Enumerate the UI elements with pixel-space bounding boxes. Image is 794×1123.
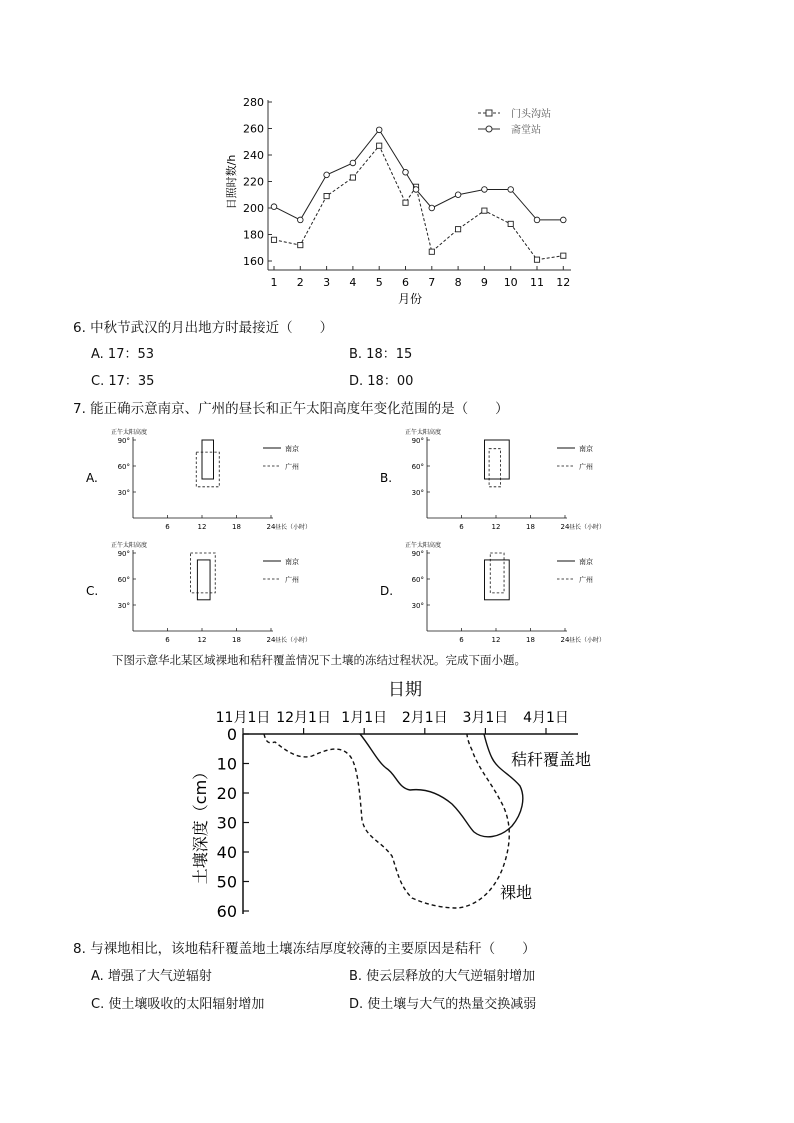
sunshine-ytick-label: 180	[243, 228, 264, 242]
sunshine-ytick-label: 220	[243, 175, 264, 189]
q7-option-letter[interactable]: A.	[86, 471, 98, 485]
q6-option-a[interactable]: A. 17：53	[91, 347, 155, 362]
sunshine-point-circle	[429, 205, 435, 211]
sunshine-ytick-label: 160	[243, 255, 264, 268]
q7-x-title: 昼长（小时）	[275, 637, 312, 644]
sunshine-point-square	[482, 208, 487, 213]
frost-title: 日期	[388, 680, 422, 700]
sunshine-point-square	[456, 227, 461, 232]
frost-xtick-label: 1月1日	[341, 710, 388, 726]
q7-legend-guangzhou: 广州	[285, 576, 299, 584]
frost-xtick-label: 2月1日	[401, 710, 448, 726]
q7-option-letter[interactable]: D.	[380, 584, 394, 598]
q7-option-charts	[0, 420, 794, 660]
q7-option-a-diagram[interactable]	[86, 428, 311, 531]
sunshine-series-line-2	[274, 130, 563, 220]
q7-ytick-label: 30°	[117, 602, 130, 610]
q7-option-c-diagram[interactable]	[86, 541, 311, 644]
q7-xtick-label: 6	[165, 523, 170, 531]
sunshine-point-square	[298, 243, 303, 248]
q7-ytick-label: 60°	[411, 463, 424, 471]
frost-chart	[0, 670, 794, 930]
sunshine-xtick-label: 6	[402, 276, 409, 289]
sunshine-point-circle	[508, 187, 514, 193]
sunshine-point-circle	[376, 127, 382, 133]
bare-soil-label: 裸地	[500, 883, 533, 902]
guangzhou-range-box	[489, 449, 501, 487]
q7-xtick-label: 6	[165, 636, 170, 644]
q7-option-b-diagram[interactable]	[380, 428, 605, 531]
sunshine-point-square	[429, 249, 434, 254]
sunshine-point-circle	[298, 217, 304, 223]
sunshine-xtick-label: 10	[503, 276, 518, 289]
q7-legend-guangzhou: 广州	[579, 576, 593, 584]
sunshine-ytick-label: 200	[243, 202, 264, 215]
q6-option-d[interactable]: D. 18：00	[349, 374, 414, 389]
sunshine-point-square	[350, 175, 355, 180]
q7-ytick-label: 90°	[411, 550, 424, 558]
sunshine-xtick-label: 7	[428, 276, 436, 289]
q7-ytick-label: 90°	[117, 550, 130, 558]
frost-xtick-label: 4月1日	[523, 710, 569, 726]
guangzhou-range-box	[490, 553, 504, 593]
q7-legend-guangzhou: 广州	[285, 463, 299, 471]
sunshine-xtick-label: 8	[454, 276, 462, 289]
q7-stem: 7. 能正确示意南京、广州的昼长和正午太阳高度年变化范围的是（ ）	[73, 401, 509, 417]
sunshine-point-square	[534, 257, 539, 262]
frost-ytick-label: 0	[226, 725, 237, 744]
q8-option-d[interactable]: D. 使土壤与大气的热量交换减弱	[349, 997, 537, 1012]
q7-y-title: 正午太阳高度	[111, 542, 148, 549]
sunshine-point-square	[324, 193, 329, 198]
q7-xtick-label: 24	[266, 523, 276, 531]
frost-ytick-label: 20	[216, 784, 237, 803]
q8-stem: 8. 与裸地相比，该地秸秆覆盖地土壤冻结厚度较薄的主要原因是秸秆（ ）	[73, 941, 536, 957]
q7-xtick-label: 24	[266, 636, 276, 644]
frost-ytick-label: 40	[216, 843, 237, 862]
q7-x-title: 昼长（小时）	[569, 637, 606, 644]
q7-xtick-label: 12	[197, 636, 207, 644]
sunshine-xtick-label: 4	[349, 276, 357, 289]
q7-xtick-label: 6	[459, 523, 464, 531]
sunshine-xtick-label: 5	[375, 276, 383, 289]
sunshine-point-circle	[350, 160, 356, 166]
sunshine-xtick-label: 11	[530, 276, 544, 289]
sunshine-point-square	[561, 253, 566, 258]
sunshine-chart	[0, 0, 794, 320]
q7-xtick-label: 18	[232, 636, 241, 644]
q7-option-letter[interactable]: C.	[86, 584, 99, 598]
sunshine-point-circle	[324, 172, 330, 178]
sunshine-point-circle	[561, 217, 567, 223]
q7-x-title: 昼长（小时）	[275, 524, 312, 531]
q7-y-title: 正午太阳高度	[111, 429, 148, 436]
q7-xtick-label: 18	[526, 636, 535, 644]
sunshine-point-square	[403, 200, 408, 205]
q6-option-c[interactable]: C. 17：35	[91, 374, 155, 389]
frost-ytick-label: 60	[216, 902, 237, 921]
sunshine-ytick-label: 240	[243, 149, 264, 162]
q7-y-title: 正午太阳高度	[405, 542, 442, 549]
q7-ytick-label: 30°	[117, 489, 130, 497]
nanjing-range-box	[202, 440, 214, 479]
guangzhou-range-box	[191, 553, 216, 593]
sunshine-point-circle	[534, 217, 540, 223]
q6-stem: 6. 中秋节武汉的月出地方时最接近（ ）	[73, 320, 334, 336]
q7-xtick-label: 12	[491, 636, 501, 644]
frost-xtick-label: 12月1日	[276, 710, 331, 726]
q7-legend-nanjing: 南京	[579, 558, 593, 566]
sunshine-point-circle	[455, 192, 461, 198]
q8-option-c[interactable]: C. 使土壤吸收的太阳辐射增加	[91, 997, 265, 1012]
q7-xtick-label: 6	[459, 636, 464, 644]
sunshine-point-circle	[403, 169, 409, 175]
guangzhou-range-box	[196, 452, 219, 487]
legend-zhaitang: 斋堂站	[511, 125, 541, 136]
sunshine-xtick-label: 2	[296, 276, 304, 289]
sunshine-xtick-label: 1	[270, 276, 278, 289]
q7-xtick-label: 24	[560, 523, 570, 531]
sunshine-xtick-label: 12	[556, 276, 571, 289]
sunshine-point-square	[508, 221, 513, 226]
sunshine-xtick-label: 9	[480, 276, 488, 289]
nanjing-range-box	[485, 440, 510, 479]
sunshine-point-circle	[482, 187, 488, 193]
q7-ytick-label: 60°	[117, 463, 130, 471]
q7-ytick-label: 30°	[411, 602, 424, 610]
nanjing-range-box	[485, 560, 510, 600]
legend-mentougou: 门头沟站	[511, 109, 551, 120]
frost-ylabel: 土壤深度（cm）	[191, 763, 210, 885]
straw-cover-curve	[360, 734, 523, 837]
sunshine-ylabel: 日照时数/h	[225, 154, 238, 210]
sunshine-xlabel: 月份	[397, 292, 423, 306]
q7-xtick-label: 18	[232, 523, 241, 531]
q7-option-letter[interactable]: B.	[380, 471, 393, 485]
q8-option-a[interactable]: A. 增强了大气逆辐射	[91, 969, 212, 984]
sunshine-legend	[478, 107, 551, 136]
sunshine-point-circle	[413, 187, 419, 193]
frost-ytick-label: 30	[216, 813, 237, 833]
q8-option-b[interactable]: B. 使云层释放的大气逆辐射增加	[349, 969, 536, 984]
sunshine-series-line-1	[274, 146, 563, 260]
q7-legend-nanjing: 南京	[285, 558, 299, 566]
sunshine-ytick-label: 280	[243, 96, 264, 109]
q7-legend-nanjing: 南京	[579, 445, 593, 453]
q7-option-d-diagram[interactable]	[380, 541, 605, 644]
q7-xtick-label: 18	[526, 523, 535, 531]
straw-cover-label: 秸秆覆盖地	[511, 750, 592, 769]
sunshine-point-square	[271, 237, 276, 242]
sunshine-point-square	[377, 143, 382, 148]
q7-legend-guangzhou: 广州	[579, 463, 593, 471]
q7-ytick-label: 90°	[117, 437, 130, 445]
q7-xtick-label: 24	[560, 636, 570, 644]
q7-ytick-label: 60°	[411, 576, 424, 584]
q7-x-title: 昼长（小时）	[569, 524, 606, 531]
q7-y-title: 正午太阳高度	[405, 429, 442, 436]
q7-ytick-label: 90°	[411, 437, 424, 445]
sunshine-xtick-label: 3	[323, 276, 331, 289]
bare-soil-curve	[264, 734, 509, 908]
q7-legend-nanjing: 南京	[285, 445, 299, 453]
q6-option-b[interactable]: B. 18：15	[349, 347, 413, 362]
frost-xtick-label: 11月1日	[215, 710, 271, 726]
q7-xtick-label: 12	[197, 523, 207, 531]
q7-ytick-label: 30°	[411, 489, 424, 497]
frost-ytick-label: 10	[216, 754, 237, 774]
sunshine-point-circle	[271, 204, 277, 210]
frost-intro: 下图示意华北某区域裸地和秸秆覆盖情况下土壤的冻结过程状况。完成下面小题。	[112, 653, 526, 667]
q7-xtick-label: 12	[491, 523, 501, 531]
sunshine-ytick-label: 260	[243, 122, 264, 136]
frost-xtick-label: 3月1日	[462, 710, 509, 726]
q7-ytick-label: 60°	[117, 576, 130, 584]
frost-ytick-label: 50	[216, 872, 237, 892]
nanjing-range-box	[197, 560, 210, 600]
